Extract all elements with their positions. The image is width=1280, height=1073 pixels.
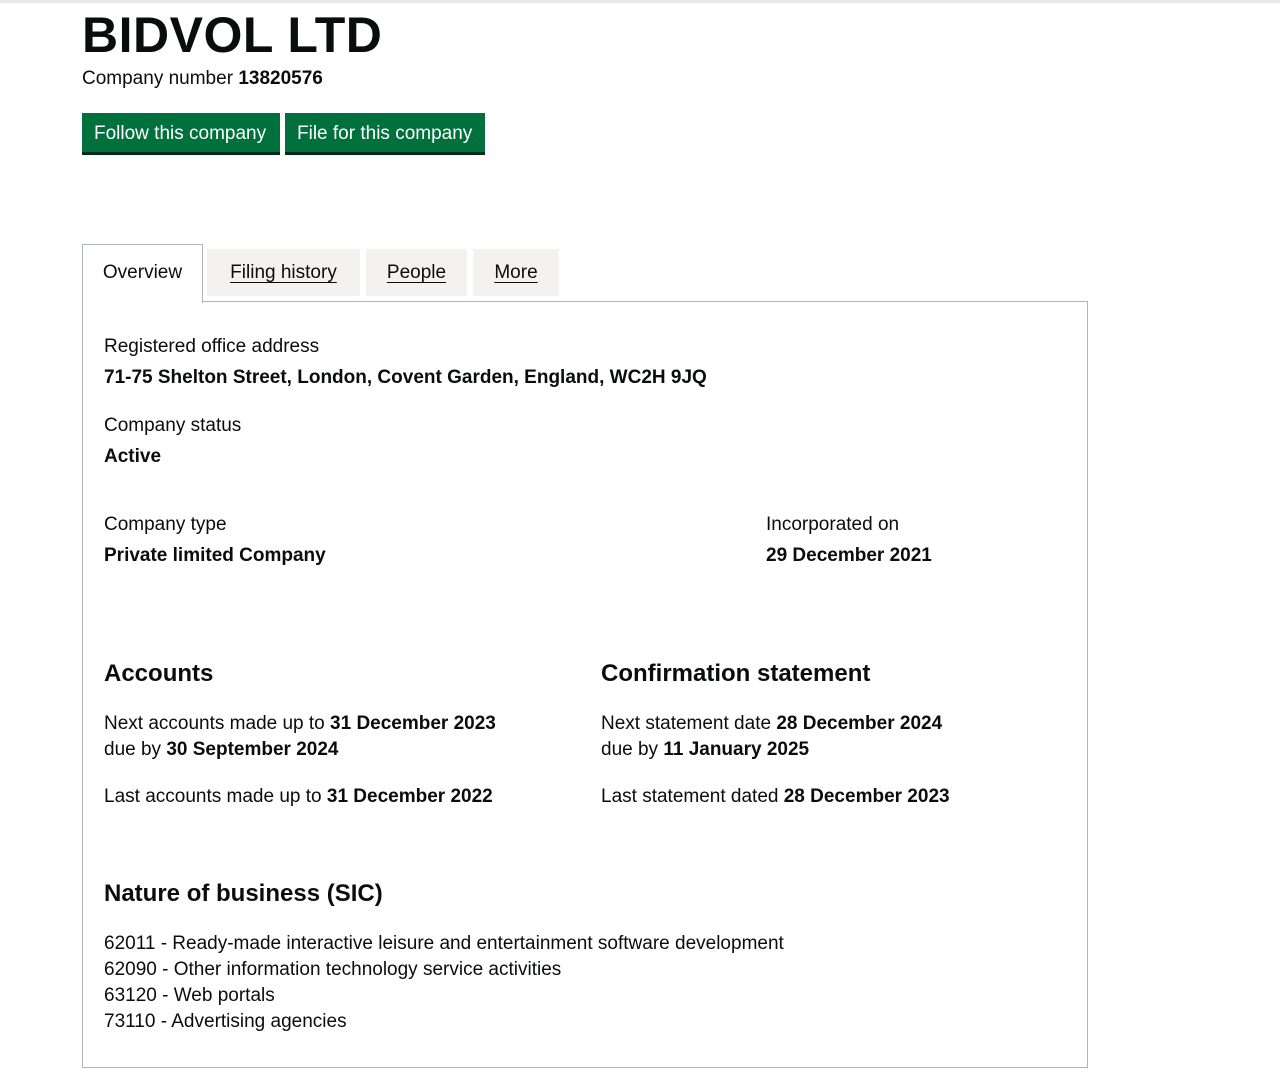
tab-overview[interactable]: Overview [82, 244, 203, 303]
company-name: BIDVOL LTD [82, 7, 383, 63]
registered-office-value: 71-75 Shelton Street, London, Covent Garden, England, WC2H 9JQ [104, 367, 707, 388]
company-number-label: Company number [82, 68, 234, 89]
confirmation-due: due by 11 January 2025 [601, 739, 810, 760]
accounts-heading: Accounts [104, 660, 214, 687]
accounts-due: due by 30 September 2024 [104, 739, 339, 760]
registered-office-label: Registered office address [104, 336, 320, 357]
company-type-label: Company type [104, 514, 227, 535]
accounts-next: Next accounts made up to 31 December 2023 [104, 713, 496, 734]
sic-item: 62090 - Other information technology service activities [104, 959, 562, 980]
company-status-label: Company status [104, 415, 242, 436]
company-number-value: 13820576 [238, 68, 323, 89]
sic-item: 73110 - Advertising agencies [104, 1011, 347, 1032]
tab-people[interactable]: People [366, 249, 467, 296]
confirmation-last: Last statement dated 28 December 2023 [601, 786, 950, 807]
accounts-last: Last accounts made up to 31 December 2022 [104, 786, 493, 807]
confirmation-next: Next statement date 28 December 2024 [601, 713, 943, 734]
confirmation-heading: Confirmation statement [601, 660, 871, 687]
tab-filing-history[interactable]: Filing history [207, 249, 360, 296]
sic-item: 63120 - Web portals [104, 985, 275, 1006]
company-type-value: Private limited Company [104, 545, 326, 566]
sic-item: 62011 - Ready-made interactive leisure and entertainment software development [104, 933, 784, 954]
overview-panel [82, 301, 1088, 1068]
company-number [82, 66, 323, 92]
tab-more[interactable]: More [473, 249, 559, 296]
company-status-value: Active [104, 446, 162, 467]
file-for-company-button[interactable]: File for this company [285, 113, 485, 155]
top-divider [0, 0, 1280, 3]
sic-heading: Nature of business (SIC) [104, 880, 383, 907]
incorporated-on-value: 29 December 2021 [766, 545, 932, 566]
incorporated-on-label: Incorporated on [766, 514, 900, 535]
follow-company-button[interactable]: Follow this company [82, 113, 280, 155]
